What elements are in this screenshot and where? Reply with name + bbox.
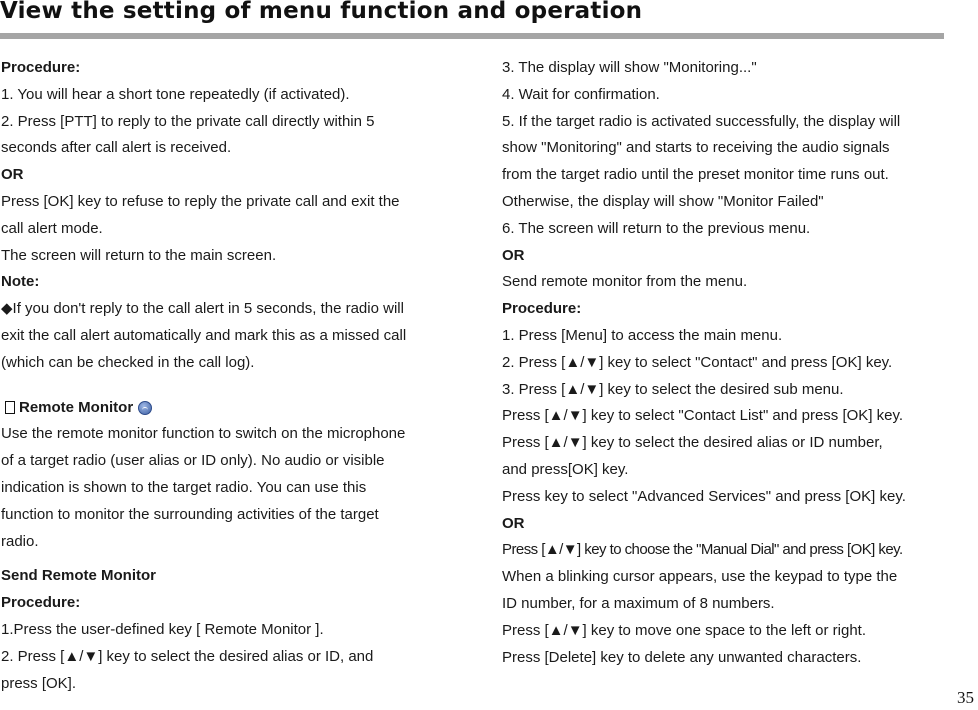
refuse-line-1: Press [OK] key to refuse to reply the private call and exit the [1, 192, 400, 210]
remote-monitor-icon [138, 401, 152, 415]
step-5-line-4: Otherwise, the display will show "Monitor Failed" [502, 192, 824, 210]
menu-step-2: 2. Press [▲/▼] key to select "Contact" and press [OK] key. [502, 353, 893, 371]
send-from-menu-text: Send remote monitor from the menu. [502, 273, 748, 291]
send-step-2-line-1: 2. Press [▲/▼] key to select the desired alias or ID, and [1, 647, 374, 665]
page-title: View the setting of menu function and operation [0, 0, 643, 24]
title-divider [0, 33, 944, 39]
menu-step-1: 1. Press [Menu] to access the main menu. [502, 326, 783, 344]
or-label-2: OR [502, 514, 525, 532]
page-number: 35 [957, 688, 974, 707]
menu-step-contact-list: Press [▲/▼] key to select "Contact List" and press [OK] key. [502, 407, 904, 425]
right-column [502, 55, 962, 671]
or-label-1: OR [502, 246, 525, 264]
procedure-label: Procedure: [1, 59, 81, 76]
remote-monitor-heading-text: Remote Monitor [19, 398, 134, 416]
move-cursor-step: Press [▲/▼] key to move one space to the left or right. [502, 621, 867, 639]
cursor-step-line-1: When a blinking cursor appears, use the keypad to type the [502, 568, 898, 586]
menu-step-3: 3. Press [▲/▼] key to select the desired sub menu. [502, 380, 844, 398]
remote-monitor-desc-2: of a target radio (user alias or ID only). No audio or visible [1, 452, 385, 470]
step-5-line-2: show "Monitoring" and starts to receiving the audio signals [502, 139, 890, 157]
note-label: Note: [1, 273, 40, 291]
note-line-3: (which can be checked in the call log). [1, 353, 255, 371]
step-3: 3. The display will show "Monitoring..." [502, 59, 757, 76]
procedure-label-3: Procedure: [502, 300, 582, 318]
send-step-2-line-2: press [OK]. [1, 674, 77, 692]
step-1: 1. You will hear a short tone repeatedly (if activated). [1, 85, 350, 103]
bookmark-icon [5, 401, 15, 414]
remote-monitor-heading [1, 395, 471, 422]
cursor-step-line-2: ID number, for a maximum of 8 numbers. [502, 594, 775, 612]
step-2-line-2: seconds after call alert is received. [1, 139, 232, 157]
menu-step-alias-line-2: and press[OK] key. [502, 460, 629, 478]
menu-step-alias-line-1: Press [▲/▼] key to select the desired alias or ID number, [502, 434, 883, 452]
procedure-label-2: Procedure: [1, 594, 81, 612]
step-5-line-1: 5. If the target radio is activated successfully, the display will [502, 112, 901, 130]
remote-monitor-desc-5: radio. [1, 532, 39, 550]
remote-monitor-desc-3: indication is shown to the target radio. You can use this [1, 478, 367, 496]
menu-step-advanced-services: Press key to select "Advanced Services" and press [OK] key. [502, 487, 906, 505]
left-column [1, 55, 471, 697]
step-4: 4. Wait for confirmation. [502, 85, 660, 103]
manual-dial-step: Press [▲/▼] key to choose the "Manual Dial" and press [OK] key. [502, 541, 903, 559]
remote-monitor-desc-1: Use the remote monitor function to switch on the microphone [1, 425, 406, 443]
step-2-line-1: 2. Press [PTT] to reply to the private call directly within 5 [1, 112, 375, 130]
delete-step: Press [Delete] key to delete any unwanted characters. [502, 648, 862, 666]
or-label: OR [1, 166, 24, 184]
send-remote-monitor-heading: Send Remote Monitor [1, 567, 157, 585]
send-step-1: 1.Press the user-defined key [ Remote Monitor ]. [1, 620, 324, 638]
spacer [1, 377, 471, 395]
step-6: 6. The screen will return to the previous menu. [502, 219, 811, 237]
remote-monitor-desc-4: function to monitor the surrounding activities of the target [1, 505, 379, 523]
note-line-2: exit the call alert automatically and mark this as a missed call [1, 326, 407, 344]
return-main-text: The screen will return to the main screen. [1, 246, 277, 264]
note-line-1: ◆If you don't reply to the call alert in 5 seconds, the radio will [1, 300, 404, 318]
refuse-line-2: call alert mode. [1, 219, 103, 237]
step-5-line-3: from the target radio until the preset monitor time runs out. [502, 166, 889, 184]
spacer [1, 555, 471, 563]
